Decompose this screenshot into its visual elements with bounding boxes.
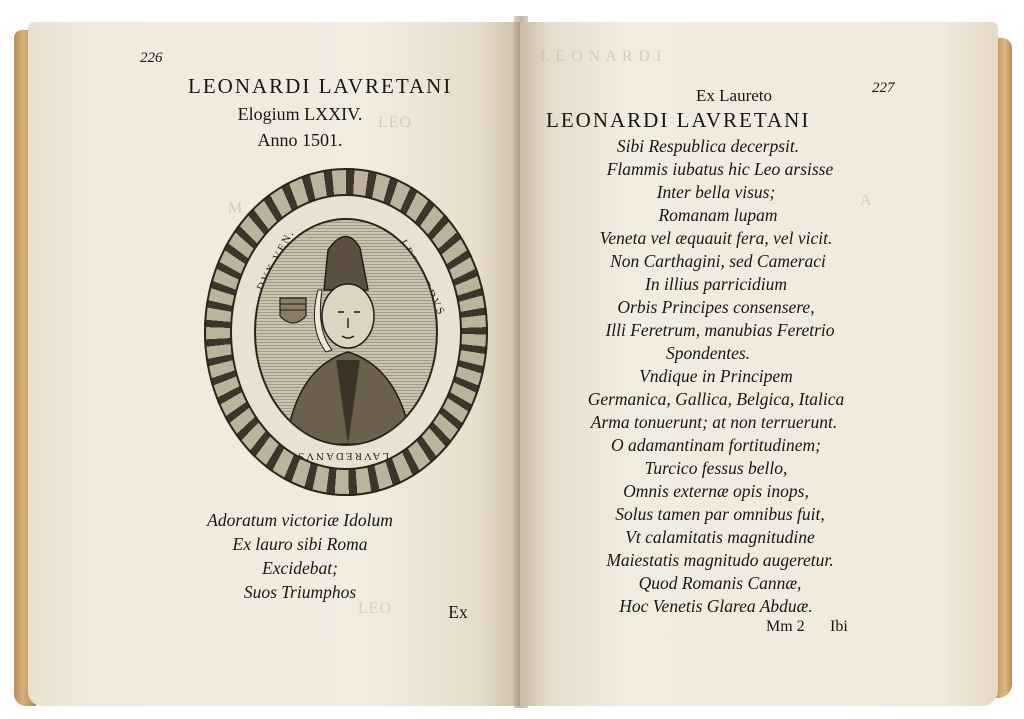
page-title: LEONARDI LAVRETANI xyxy=(188,74,453,98)
verse-line: Illi Feretrum, manubias Feretrio xyxy=(605,320,835,340)
portrait-medallion xyxy=(204,168,488,496)
catchword: Ibi xyxy=(830,618,848,635)
page-number: 227 xyxy=(872,80,895,96)
verse-line: O adamantinam fortitudinem; xyxy=(611,435,821,455)
verse-line: In illius parricidium xyxy=(645,274,787,294)
verse-line: Turcico fessus bello, xyxy=(644,458,788,478)
right-page xyxy=(520,22,998,706)
show-through-text: LEO xyxy=(358,600,393,617)
verse-line: Non Carthagini, sed Cameraci xyxy=(610,251,826,271)
verse-line: Arma tonuerunt; at non terruerunt. xyxy=(590,412,838,432)
show-through-text: A xyxy=(860,192,873,209)
verse-line: Vndique in Principem xyxy=(639,366,793,386)
verse-line: Quod Romanis Cannæ, xyxy=(638,573,802,593)
page-title: LEONARDI LAVRETANI xyxy=(546,108,811,132)
open-book xyxy=(14,16,1012,708)
verse-line: Germanica, Gallica, Belgica, Italica xyxy=(587,389,845,409)
heading-small: Ex Laureto xyxy=(696,86,772,105)
verse-line: Sibi Respublica decerpsit. xyxy=(616,136,800,156)
verse-line: Inter bella visus; xyxy=(656,182,776,202)
verse-line: Suos Triumphos xyxy=(243,582,357,602)
left-page xyxy=(28,22,520,706)
signature-mark: Mm 2 xyxy=(766,618,805,635)
show-through-text: LEO xyxy=(378,114,413,131)
verse-line: Flammis iubatus hic Leo arsisse xyxy=(606,159,834,179)
show-through-text: L E O N A R D I xyxy=(540,48,663,65)
verse-line: Hoc Venetis Glarea Abduæ. xyxy=(619,596,813,616)
verse-line: Omnis externæ opis inops, xyxy=(623,481,809,501)
verse-line: Vt calamitatis magnitudine xyxy=(625,527,815,547)
elogium-number: Elogium LXXIV. xyxy=(237,104,363,124)
verse-line: Ex lauro sibi Roma xyxy=(232,534,368,554)
show-through-text: M xyxy=(228,200,244,217)
verse-line: Maiestatis magnitudo augeretur. xyxy=(606,550,834,570)
verse-line: Excidebat; xyxy=(262,558,338,578)
verse-line: Romanam lupam xyxy=(658,205,778,225)
portrait-engraving xyxy=(254,218,438,446)
verse-line: Solus tamen par omnibus fuit, xyxy=(615,504,825,524)
doge-portrait-icon xyxy=(256,220,436,444)
verse-line: Adoratum victoriæ Idolum xyxy=(207,510,393,530)
page-number: 226 xyxy=(140,50,163,66)
year: Anno 1501. xyxy=(257,130,343,150)
band-text-bottom: LAVREDANVS xyxy=(296,450,390,462)
verse-line: Veneta vel æquauit fera, vel vicit. xyxy=(599,228,833,248)
catchword: Ex xyxy=(448,602,468,622)
verse-line: Orbis Principes consensere, xyxy=(617,297,815,317)
verse-line: Spondentes. xyxy=(665,343,751,363)
coat-of-arms-icon xyxy=(280,298,306,323)
